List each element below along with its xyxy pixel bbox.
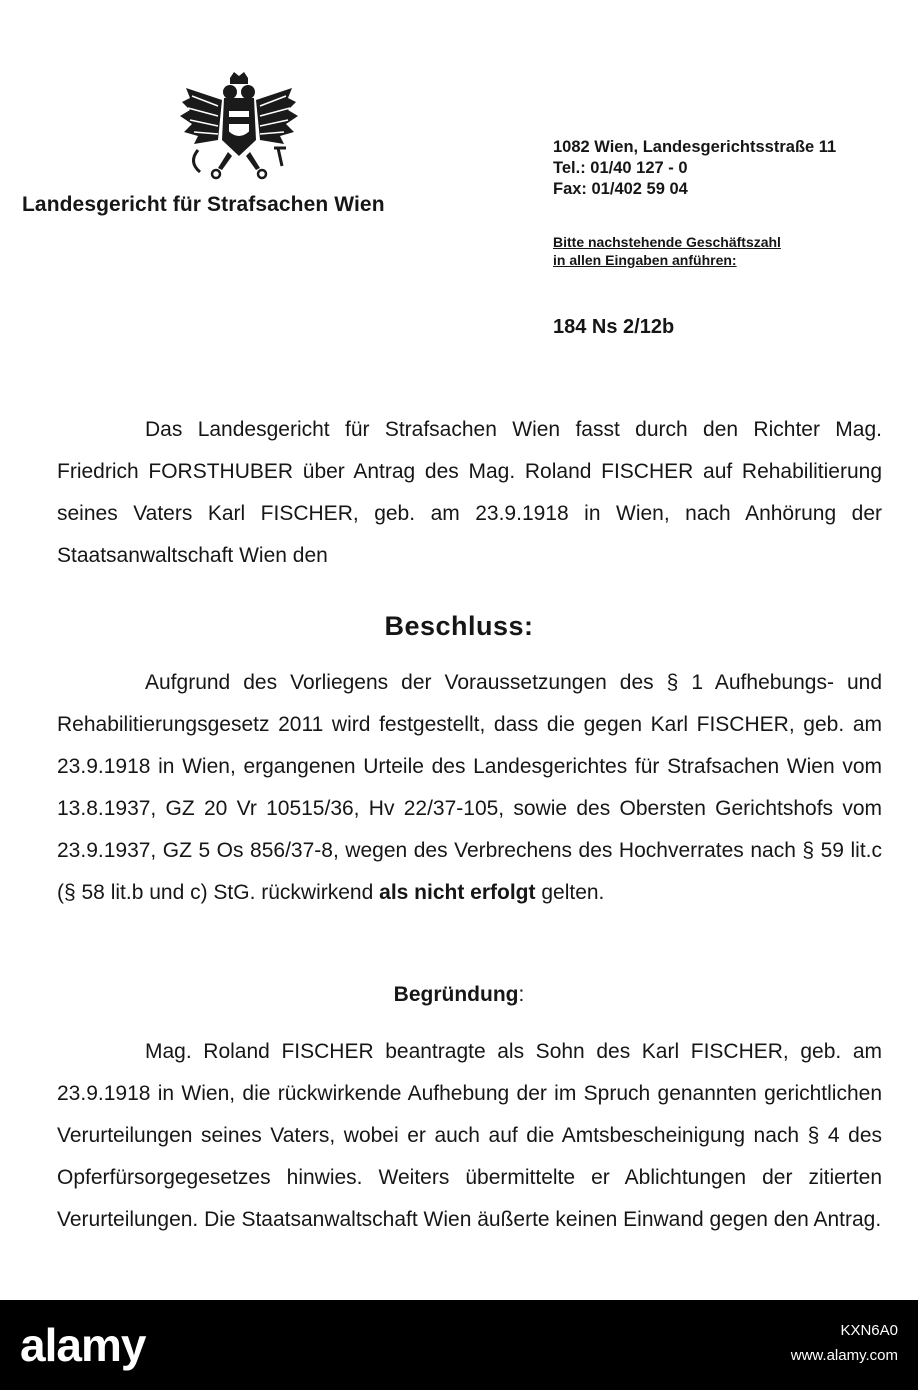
court-contact-block <box>553 137 836 200</box>
alamy-logo: alamy <box>20 1319 146 1371</box>
reasoning-paragraph: Mag. Roland FISCHER beantragte als Sohn des Karl FISCHER, geb. am 23.9.1918 in Wien, die rückwirkende Aufhebung der im Spruch genannten gerichtlichen Verurteilungen seines Vaters, wobei er auch auf die Amtsbescheinigung nach § 4 des Opferfürsorgegesetzes hinwies. Weiters übermittelte er Ablichtungen der zitierten Verurteilungen. Die Staatsanwaltschaft Wien äußerte keinen Einwand gegen den Antrag. <box>57 1040 882 1231</box>
intro-paragraph: Das Landesgericht für Strafsachen Wien fasst durch den Richter Mag. Friedrich FORSTHUBER über Antrag des Mag. Roland FISCHER auf Rehabilitierung seines Vaters Karl FISCHER, geb. am 23.9.1918 in Wien, nach Anhörung der Staatsanwaltschaft Wien den <box>57 418 882 567</box>
case-number: 184 Ns 2/12b <box>553 316 675 338</box>
ruling-bold-text: als nicht erfolgt <box>379 881 536 904</box>
ruling-text-part2: gelten. <box>535 881 605 904</box>
court-name: Landesgericht für Strafsachen Wien <box>22 193 385 216</box>
reasoning-heading-colon: : <box>518 983 525 1006</box>
reasoning-heading <box>0 983 918 1007</box>
court-fax: Fax: 01/402 59 04 <box>553 180 688 198</box>
court-phone: Tel.: 01/40 127 - 0 <box>553 159 688 177</box>
reference-note <box>553 233 781 269</box>
reference-note-line1: Bitte nachstehende Geschäftszahl <box>553 234 781 250</box>
reference-note-line2: in allen Eingaben anführen: <box>553 252 737 268</box>
austrian-eagle-crest-icon <box>178 70 300 182</box>
court-address: 1082 Wien, Landesgerichtsstraße 11 <box>553 138 837 156</box>
ruling-text-part1: Aufgrund des Vorliegens der Voraussetzungen des § 1 Aufhebungs- und Rehabilitierungsgesetz 2011 wird festgestellt, dass die gegen Karl FISCHER, geb. am 23.9.1918 in Wien, ergangenen Urteile des Landesgerichtes für Strafsachen Wien vom 13.8.1937, GZ 20 Vr 10515/36, Hv 22/37-105, sowie des Obersten Gerichtshofs vom 23.9.1937, GZ 5 Os 856/37-8, wegen des Verbrechens des Hochverrates nach § 59 lit.c (§ 58 lit.b und c) StG. rückwirkend <box>57 671 882 904</box>
ruling-heading: Beschluss: <box>384 611 534 641</box>
image-id: KXN6A0 <box>840 1322 898 1339</box>
alamy-url: www.alamy.com <box>790 1347 898 1364</box>
ruling-paragraph <box>57 662 882 914</box>
reasoning-heading-text: Begründung <box>393 983 519 1006</box>
